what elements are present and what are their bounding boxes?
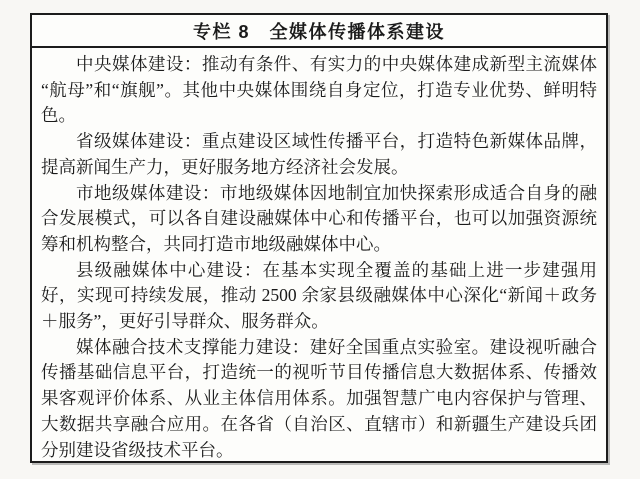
paragraph-central-media: 中央媒体建设：推动有条件、有实力的中央媒体建成新型主流媒体“航母”和“旗舰”。其他中央媒体围绕自身定位，打造专业优势、鲜明特色。: [41, 54, 597, 126]
column-box-body: [32, 48, 606, 461]
paragraph-county-media-centers: 县级融媒体中心建设：在基本实现全覆盖的基础上进一步建强用好，实现可持续发展，推动 2500 余家县级融媒体中心深化“新闻＋政务＋服务”，更好引导群众、服务群众。: [41, 259, 597, 332]
paragraph-provincial-media: 省级媒体建设：重点建设区域性传播平台，打造特色新媒体品牌，提高新闻生产力，更好服务地方经济社会发展。: [41, 131, 597, 177]
paragraph-city-level-media: 市地级媒体建设：市地级媒体因地制宜加快探索形成适合自身的融合发展模式，可以各自建设融媒体中心和传播平台，也可以加强资源统筹和机构整合，共同打造市地级融媒体中心。: [41, 182, 597, 254]
column-box-title: 专栏 8 全媒体传播体系建设: [32, 15, 606, 48]
column-box: [30, 13, 608, 463]
paragraph-media-convergence-tech: 媒体融合技术支撑能力建设：建好全国重点实验室。建设视听融合传播基础信息平台，打造统一的视听节目传播信息大数据体系、传播效果客观评价体系、从业主体信用体系。加强智慧广电内容保护与管理、大数据共享融合应用。在各省（自治区、直辖市）和新疆生产建设兵团分别建设省级技术平台。: [41, 336, 597, 460]
